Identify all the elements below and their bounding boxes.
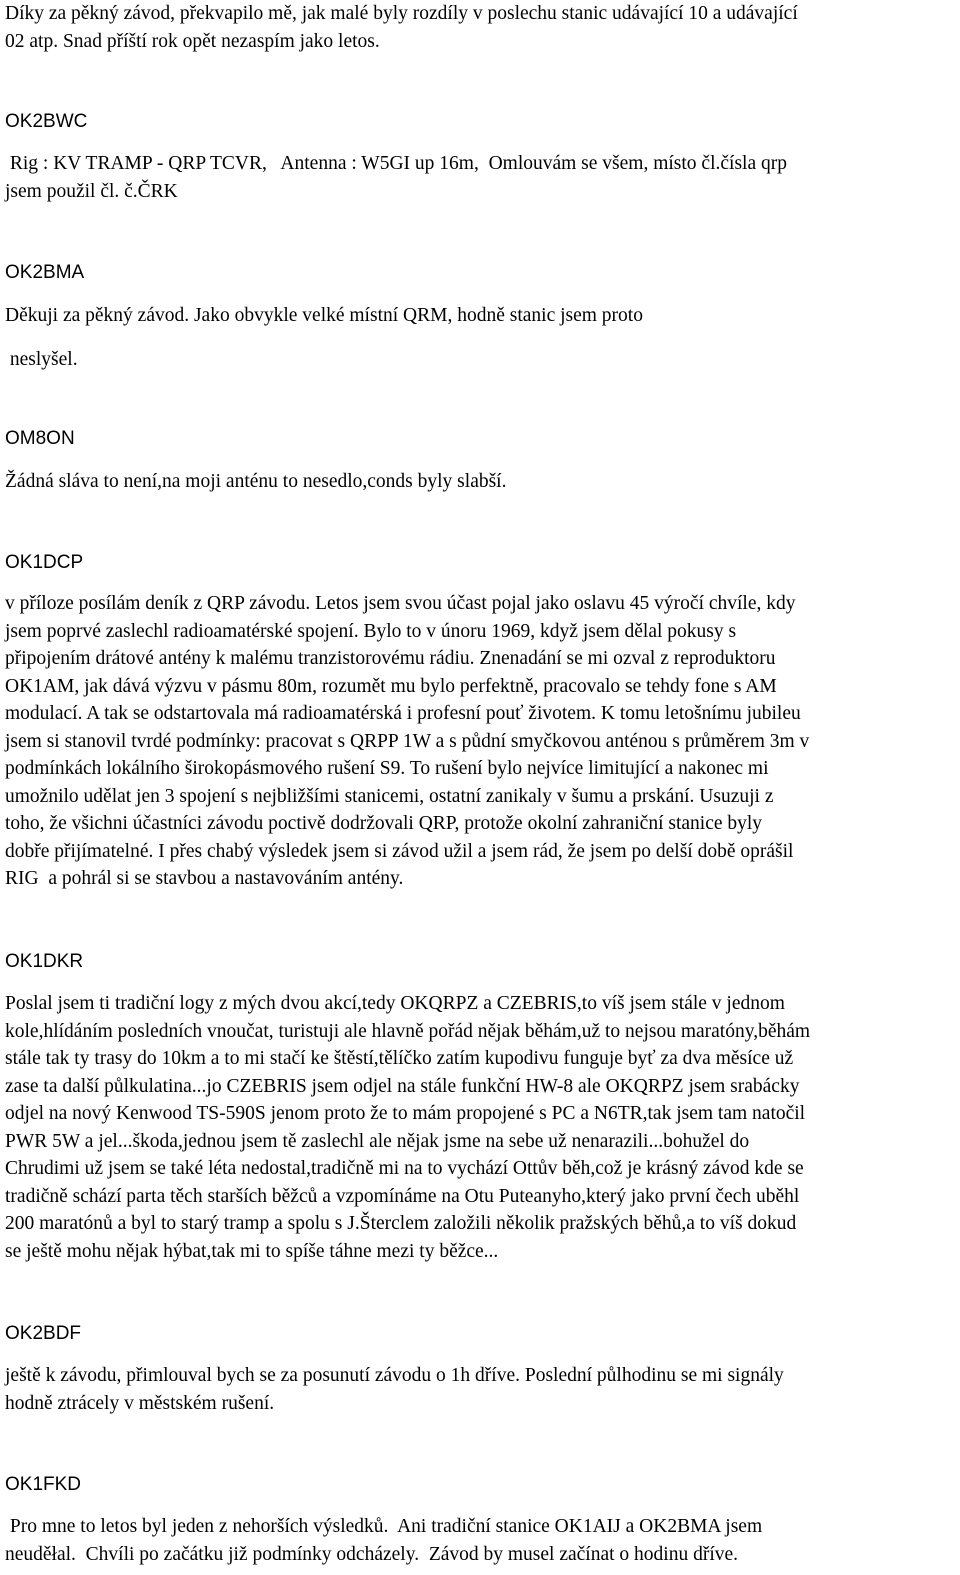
callsign-heading: OK2BDF [5, 1323, 82, 1344]
text-line: RIG a pohrál si se stavbou a nastavováním antény. [5, 868, 404, 889]
text-line: dobře přijímatelné. I přes chabý výsledek jsem si závod užil a jsem rád, že jsem po delší době oprášil [5, 840, 794, 862]
text-line: 200 maratónů a byl to starý tramp a spolu s J.Šterclem založili několik pražských běhů,a to víš dokud [5, 1213, 797, 1234]
text-line: jsem použil čl. č.ČRK [5, 180, 178, 202]
text-line: PWR 5W a jel...škoda,jednou jsem tě zaslechl ale nějak jsme na sebe už nenarazili...bohužel do [5, 1130, 750, 1152]
callsign-heading: OK2BWC [5, 111, 88, 132]
text-line: odjel na nový Kenwood TS-590S jenom proto že to mám propojené s PC a N6TR,tak jsem tam natočil [5, 1103, 806, 1124]
text-line: Rig : KV TRAMP - QRP TCVR, Antenna : W5GI up 16m, Omlouvám se všem, místo čl.čísla qrp [5, 153, 787, 174]
text-line: toho, že všichni účastníci závodu poctivě dodržovali QRP, protože okolní zahraniční stanice byly [5, 813, 763, 834]
text-line: 02 atp. Snad příští rok opět nezaspím jako letos. [5, 30, 380, 52]
text-line: Poslal jsem ti tradiční logy z mých dvou akcí,tedy OKQRPZ a CZEBRIS,to víš jsem stále v jednom [5, 993, 785, 1014]
text-line: modulací. A tak se odstartovala má radioamatérská i profesní pouť životem. K tomu letošnímu jubileu [5, 703, 801, 724]
text-line: neslyšel. [5, 348, 78, 370]
text-line: Pro mne to letos byl jeden z nehorších výsledků. Ani tradiční stanice OK1AIJ a OK2BMA jsem [5, 1516, 763, 1537]
text-line: neuděłal. Chvíli po začátku již podmínky odcházely. Závod by musel začínat o hodinu dříve. [5, 1543, 739, 1565]
text-line: umožnilo udělat jen 3 spojení s nejbližšími stanicemi, ostatní zanikaly v šumu a prskání. Usuzuji z [5, 785, 774, 807]
text-line: ještě k závodu, přimlouval bych se za posunutí závodu o 1h dříve. Poslední půlhodinu se mi signály [5, 1365, 784, 1386]
entry-text [5, 150, 957, 205]
text-line: podmínkách lokálního širokopásmového rušení S9. To rušení bylo nejvíce limitující a nakonec mi [5, 758, 769, 779]
text-line: Díky za pěkný závod, překvapilo mě, jak malé byly rozdíly v poslechu stanic udávající 10 a udávající [5, 3, 798, 24]
text-line: Chrudimi už jsem se také léta nedostal,tradičně mi na to vychází Ottův běh,což je krásný závod kde se [5, 1158, 804, 1179]
entry-text [5, 302, 957, 373]
entry-text [5, 1513, 957, 1568]
entry-text [5, 590, 957, 893]
callsign-heading: OK1DCP [5, 552, 84, 573]
text-line: stále tak ty trasy do 10km a to mi stačí ke štěstí,tělíčko zatím kupodivu funguje byť za dva měsíce už [5, 1048, 794, 1069]
text-line: kole,hlídáním posledních vnoučat, turistuji ale hlavně pořád nějak běhám,už to nejsou maratóny,běhám [5, 1020, 811, 1042]
entry-text [5, 990, 957, 1265]
text-line: jsem si stanovil tvrdé podmínky: pracovat s QRPP 1W a s půdní smyčkovou anténou s průměrem 3m v [5, 730, 810, 752]
entry-text [5, 468, 957, 496]
callsign-heading: OK1DKR [5, 951, 84, 972]
text-line: připojením drátové antény k malému tranzistorovému rádiu. Znenadání se mi ozval z reproduktoru [5, 648, 776, 669]
entry-text [5, 0, 957, 55]
text-line: OK1AM, jak dává výzvu v pásmu 80m, rozumět mu bylo perfektně, pracovalo se tehdy fone s AM [5, 675, 777, 697]
text-line: se ještě mohu nějak hýbat,tak mi to spíše táhne mezi ty běžce... [5, 1240, 499, 1262]
callsign-heading: OM8ON [5, 428, 75, 449]
text-line: hodně ztrácely v městském rušení. [5, 1392, 275, 1414]
text-line: zase ta další půlkulatina...jo CZEBRIS jsem odjel na stále funkční HW-8 ale OKQRPZ jsem srabácky [5, 1075, 800, 1097]
text-line: Děkuji za pěkný závod. Jako obvykle velké místní QRM, hodně stanic jsem proto [5, 305, 643, 326]
text-line: v příloze posílám deník z QRP závodu. Letos jsem svou účast pojal jako oslavu 45 výročí chvíle, kdy [5, 593, 796, 614]
text-line: tradičně schází parta těch starších běžců a vzpomínáme na Otu Puteanyho,který jako první čech uběhl [5, 1185, 800, 1207]
text-line: jsem poprvé zaslechl radioamatérské spojení. Bylo to v únoru 1969, když jsem dělal pokusy s [5, 620, 737, 642]
callsign-heading: OK2BMA [5, 262, 85, 283]
entry-text [5, 1362, 957, 1417]
text-line: Žádná sláva to není,na moji anténu to nesedlo,conds byly slabší. [5, 471, 507, 492]
callsign-heading: OK1FKD [5, 1474, 82, 1495]
